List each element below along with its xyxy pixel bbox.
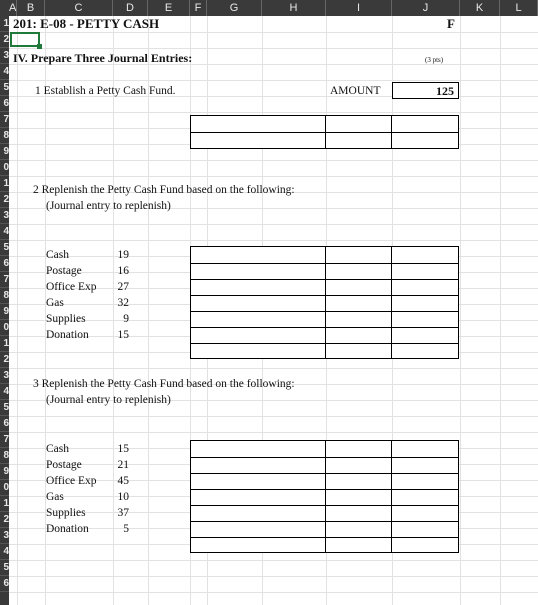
list-item-value: 10 [117, 491, 129, 503]
list-item-value: 21 [117, 459, 129, 471]
row-header[interactable]: 4 [0, 224, 9, 240]
row-header[interactable]: 7 [0, 112, 9, 128]
row-header[interactable]: 8 [0, 448, 9, 464]
journal-entry-2-grid[interactable] [190, 246, 459, 359]
list-item: Donation [46, 329, 89, 341]
list-item-value: 27 [117, 281, 129, 293]
column-header-e[interactable]: E [148, 0, 190, 16]
list-item: Postage [46, 459, 82, 471]
list-item-value: 32 [117, 297, 129, 309]
column-header-k[interactable]: K [460, 0, 500, 16]
row-header[interactable]: 5 [0, 560, 9, 576]
row-header[interactable]: 6 [0, 256, 9, 272]
entry1-label: 1 Establish a Petty Cash Fund. [35, 85, 176, 97]
row-header[interactable]: 2 [0, 192, 9, 208]
row-header[interactable]: 1 [0, 16, 9, 32]
row-header[interactable]: 7 [0, 272, 9, 288]
row-header[interactable]: 2 [0, 32, 9, 48]
entry2-sub: (Journal entry to replenish) [46, 200, 171, 212]
row-header[interactable]: 7 [0, 432, 9, 448]
amount-value: 125 [436, 84, 454, 98]
column-header-j[interactable]: J [392, 0, 460, 16]
list-item: Supplies [46, 313, 86, 325]
points-label: (3 pts) [425, 56, 444, 64]
list-item-value: 5 [123, 523, 129, 535]
list-item-value: 9 [123, 313, 129, 325]
list-item: Cash [46, 443, 69, 455]
row-header[interactable]: 9 [0, 304, 9, 320]
list-item: Cash [46, 249, 69, 261]
list-item: Postage [46, 265, 82, 277]
row-header[interactable]: 6 [0, 576, 9, 592]
journal-entry-1-grid[interactable] [190, 115, 459, 149]
fill-handle[interactable] [37, 44, 42, 49]
amount-cell[interactable] [392, 82, 459, 99]
title-right-label: F [447, 16, 455, 31]
row-header[interactable]: 5 [0, 240, 9, 256]
list-item: Donation [46, 523, 89, 535]
column-header-g[interactable]: G [207, 0, 262, 16]
row-header[interactable]: 5 [0, 400, 9, 416]
list-item-value: 16 [117, 265, 129, 277]
row-header[interactable]: 5 [0, 80, 9, 96]
column-header-f[interactable]: F [190, 0, 207, 16]
column-header-b[interactable]: B [17, 0, 45, 16]
entry2-label: 2 Replenish the Petty Cash Fund based on the following: [33, 184, 295, 196]
row-header[interactable]: 6 [0, 96, 9, 112]
row-header[interactable]: 8 [0, 288, 9, 304]
column-header-a[interactable]: A [9, 2, 17, 14]
section-heading: IV. Prepare Three Journal Entries: [13, 51, 193, 65]
row-header-bar [0, 16, 9, 605]
row-header[interactable]: 3 [0, 48, 9, 64]
journal-entry-3-grid[interactable] [190, 440, 459, 553]
row-header[interactable]: 3 [0, 368, 9, 384]
list-item: Office Exp [46, 281, 97, 293]
row-header[interactable]: 9 [0, 144, 9, 160]
selected-cell[interactable] [10, 32, 40, 47]
column-header-h[interactable]: H [262, 0, 326, 16]
row-header[interactable]: 2 [0, 512, 9, 528]
row-header[interactable]: 0 [0, 160, 9, 176]
entry3-label: 3 Replenish the Petty Cash Fund based on the following: [33, 378, 295, 390]
list-item: Office Exp [46, 475, 97, 487]
column-header-l[interactable]: L [500, 0, 538, 16]
row-header[interactable]: 2 [0, 352, 9, 368]
row-header[interactable]: 3 [0, 208, 9, 224]
list-item: Supplies [46, 507, 86, 519]
list-item-value: 37 [117, 507, 129, 519]
row-header[interactable]: 4 [0, 544, 9, 560]
entry3-sub: (Journal entry to replenish) [46, 394, 171, 406]
list-item-value: 15 [117, 443, 129, 455]
column-header-d[interactable]: D [113, 0, 148, 16]
row-header[interactable]: 4 [0, 64, 9, 80]
row-header[interactable]: 9 [0, 464, 9, 480]
row-header[interactable]: 6 [0, 416, 9, 432]
row-header[interactable]: 3 [0, 528, 9, 544]
row-header[interactable]: 1 [0, 176, 9, 192]
column-header-c[interactable]: C [45, 0, 113, 16]
list-item-value: 15 [117, 329, 129, 341]
row-header[interactable]: 8 [0, 128, 9, 144]
row-header[interactable]: 1 [0, 336, 9, 352]
list-item: Gas [46, 297, 64, 309]
column-header-i[interactable]: I [326, 0, 392, 16]
sheet-title: 201: E-08 - PETTY CASH [13, 16, 160, 31]
amount-label: AMOUNT [330, 85, 381, 97]
row-header[interactable]: 1 [0, 496, 9, 512]
list-item-value: 45 [117, 475, 129, 487]
row-header[interactable]: 4 [0, 384, 9, 400]
row-header[interactable]: 0 [0, 320, 9, 336]
list-item-value: 19 [117, 249, 129, 261]
list-item: Gas [46, 491, 64, 503]
row-header[interactable]: 0 [0, 480, 9, 496]
column-header-bar [0, 0, 538, 16]
